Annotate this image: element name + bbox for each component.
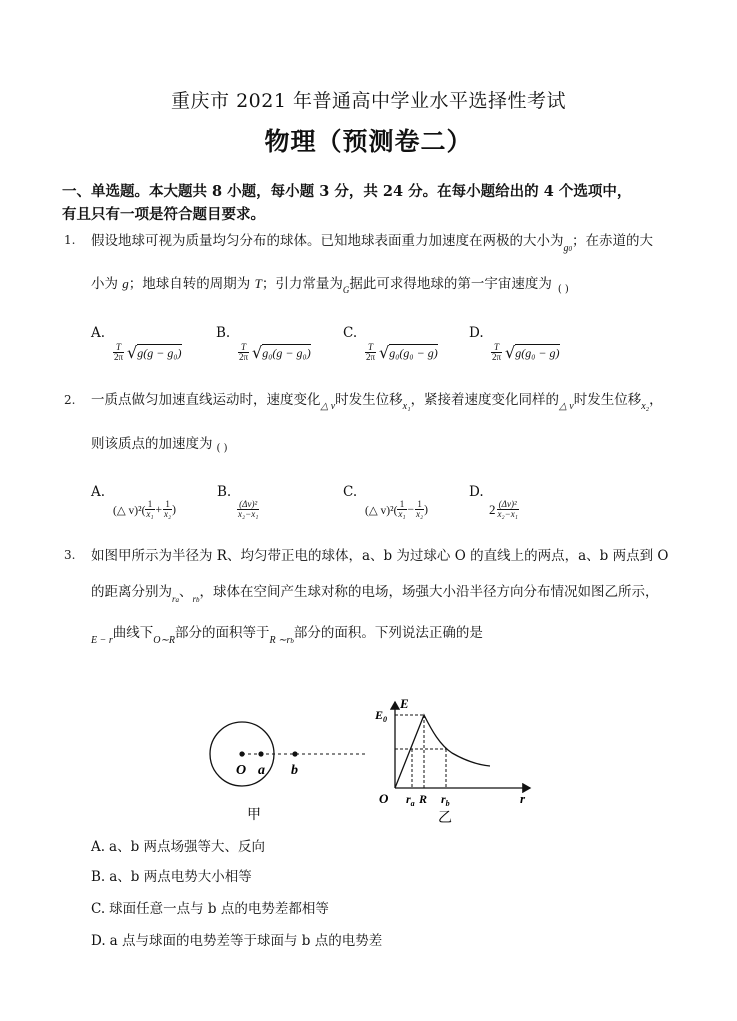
label-origin: O: [379, 791, 389, 806]
option-label: B.: [91, 869, 106, 885]
question-1-line2: 小为 g；地球自转的周期为 T；引力常量为$_G$据此可求得地球的第一宇宙速度为 $_{( )}$: [91, 276, 569, 295]
question-1-number: 1.: [64, 233, 76, 247]
section-heading-line2: 有且只有一项是符合题目要求。: [62, 206, 265, 223]
option-formula: [365, 500, 428, 519]
numerator: T: [113, 343, 124, 353]
question-1-line1: [91, 229, 653, 254]
denominator: 2π: [239, 352, 249, 362]
option-text: 球面任意一点与 b 点的电势差都相等: [109, 901, 329, 917]
sqrt-sign: √: [379, 343, 390, 362]
fraction: [397, 500, 406, 519]
option-label: B.: [216, 325, 231, 341]
option-formula: [113, 500, 176, 519]
sqrt-sign: √: [252, 343, 263, 362]
operator: +: [155, 503, 163, 516]
numerator: T: [365, 343, 376, 353]
formula-prefix: (△ v)²(: [365, 504, 398, 517]
coefficient: 2: [489, 501, 496, 517]
formula-suffix: ): [172, 503, 176, 516]
denominator: x₂: [164, 509, 172, 519]
q1-text: ；在赤道的大: [572, 233, 653, 249]
fraction: [491, 343, 502, 362]
fraction: [415, 500, 424, 519]
label-a: a: [258, 763, 265, 778]
radicand: g(g₀ − g): [515, 346, 560, 360]
option-label: A.: [91, 325, 106, 341]
caption-jia: 甲: [247, 808, 261, 823]
option-formula: [365, 343, 438, 362]
q3-option-a: [91, 835, 265, 855]
label-rb: $r_b$: [441, 792, 450, 808]
q2-answer-paren: ( ): [216, 443, 228, 454]
numerator: T: [238, 343, 249, 353]
formula-prefix: (△ v)²(: [113, 504, 146, 517]
sqrt-sign: √: [505, 343, 516, 362]
q1-answer-paren: ( ): [557, 284, 569, 295]
denominator: x₂: [416, 509, 424, 519]
denominator: x₂−x₁: [497, 509, 518, 519]
radicand: g₀(g₀ − g): [389, 346, 438, 360]
option-label: D.: [469, 484, 484, 500]
exam-subtitle: 物理（预测卷二）: [264, 127, 473, 156]
q1-option-c: [343, 325, 438, 362]
q3-option-d: [91, 929, 382, 949]
denominator: 2π: [492, 352, 502, 362]
radicand: g₀(g − g₀): [262, 346, 311, 360]
q1-g0: g0: [563, 243, 572, 254]
fraction: [113, 343, 124, 362]
formula-suffix: ): [424, 503, 428, 516]
option-formula: [491, 343, 560, 362]
question-3-line2: 的距离分别为$_{ra}$、$_{rb}$，球体在空间产生球对称的电场，场强大小沿半径方向分布情况如图乙所示，: [91, 584, 659, 604]
label-O: O: [236, 763, 247, 778]
q1-option-b: [216, 325, 311, 362]
fraction: [497, 500, 519, 519]
label-ra: $r_a$: [406, 792, 415, 808]
sqrt-sign: √: [127, 343, 138, 362]
option-label: C.: [343, 325, 358, 341]
operator: −: [407, 503, 415, 516]
q1-option-d: [469, 325, 560, 362]
question-2-line2: 则该质点的加速度为 $_{( )}$: [91, 436, 228, 454]
question-3-line3: $_{E - r}$曲线下$_{O\sim R}$部分的面积等于$_{R \sim rb}$部分的面积。下列说法正确的是: [91, 625, 483, 646]
q1-text: 假设地球可视为质量均匀分布的球体。已知地球表面重力加速度在两极的大小为: [91, 233, 564, 249]
question-3-line1: 如图甲所示为半径为 R、均匀带正电的球体，a、b 为过球心 O 的直线上的两点，a、b 两点到 O: [91, 548, 669, 564]
section-heading-line1: 一、单选题。本大题共 8 小题，每小题 3 分，共 24 分。在每小题给出的 4 个选项中，: [62, 183, 632, 200]
label-b: b: [291, 763, 298, 778]
label-r: r: [520, 791, 526, 806]
numerator: 1: [163, 500, 172, 510]
option-label: D.: [469, 325, 484, 341]
label-E: E: [400, 696, 409, 711]
question-2-number: 2.: [64, 393, 76, 407]
q2-option-a: [91, 484, 176, 519]
numerator: 1: [145, 500, 154, 510]
option-formula: [238, 343, 311, 362]
q3-option-c: [91, 897, 329, 917]
option-label: A.: [91, 484, 106, 500]
q2-option-c: [343, 484, 428, 519]
fraction: [145, 500, 154, 519]
numerator: 1: [415, 500, 424, 510]
option-label: A.: [91, 839, 106, 855]
option-label: D.: [91, 933, 106, 949]
fraction: [237, 500, 259, 519]
numerator: (Δv)²: [237, 500, 259, 510]
figure-yi: [370, 695, 535, 830]
fraction: [163, 500, 172, 519]
fraction: [238, 343, 249, 362]
option-label: C.: [343, 484, 358, 500]
option-text: a、b 两点场强等大、反向: [109, 839, 266, 855]
numerator: (Δv)²: [497, 500, 519, 510]
question-3-number: 3.: [64, 548, 76, 562]
denominator: 2π: [114, 352, 124, 362]
option-label: B.: [217, 484, 232, 500]
option-formula: [489, 500, 519, 519]
numerator: T: [491, 343, 502, 353]
denominator: x₁: [146, 509, 154, 519]
question-2-line1: 一质点做匀加速直线运动时，速度变化$_{\triangle v}$时发生位移$_{x_1}$，紧接着速度变化同样的$_{\triangle v}$时发生位移$_{x_2}$，: [91, 392, 663, 412]
q3-option-b: [91, 865, 252, 885]
figure-jia: [205, 715, 375, 827]
q1-option-a: [91, 325, 182, 362]
radicand: g(g − g₀): [137, 346, 182, 360]
option-formula: [237, 500, 259, 519]
numerator: 1: [397, 500, 406, 510]
denominator: x₂−x₁: [238, 509, 259, 519]
label-E0: $E_0$: [375, 708, 388, 724]
option-text: a、b 两点电势大小相等: [109, 869, 252, 885]
option-text: a 点与球面的电势差等于球面与 b 点的电势差: [109, 933, 383, 949]
caption-yi: 乙: [438, 811, 452, 826]
option-label: C.: [91, 901, 106, 917]
E-r-curve: [395, 715, 490, 788]
exam-title: 重庆市 2021 年普通高中学业水平选择性考试: [171, 90, 566, 112]
option-formula: [113, 343, 182, 362]
label-R: R: [419, 792, 428, 806]
denominator: 2π: [366, 352, 376, 362]
q2-option-b: [217, 484, 259, 519]
fraction: [365, 343, 376, 362]
denominator: x₁: [398, 509, 406, 519]
q2-option-d: [469, 484, 519, 519]
